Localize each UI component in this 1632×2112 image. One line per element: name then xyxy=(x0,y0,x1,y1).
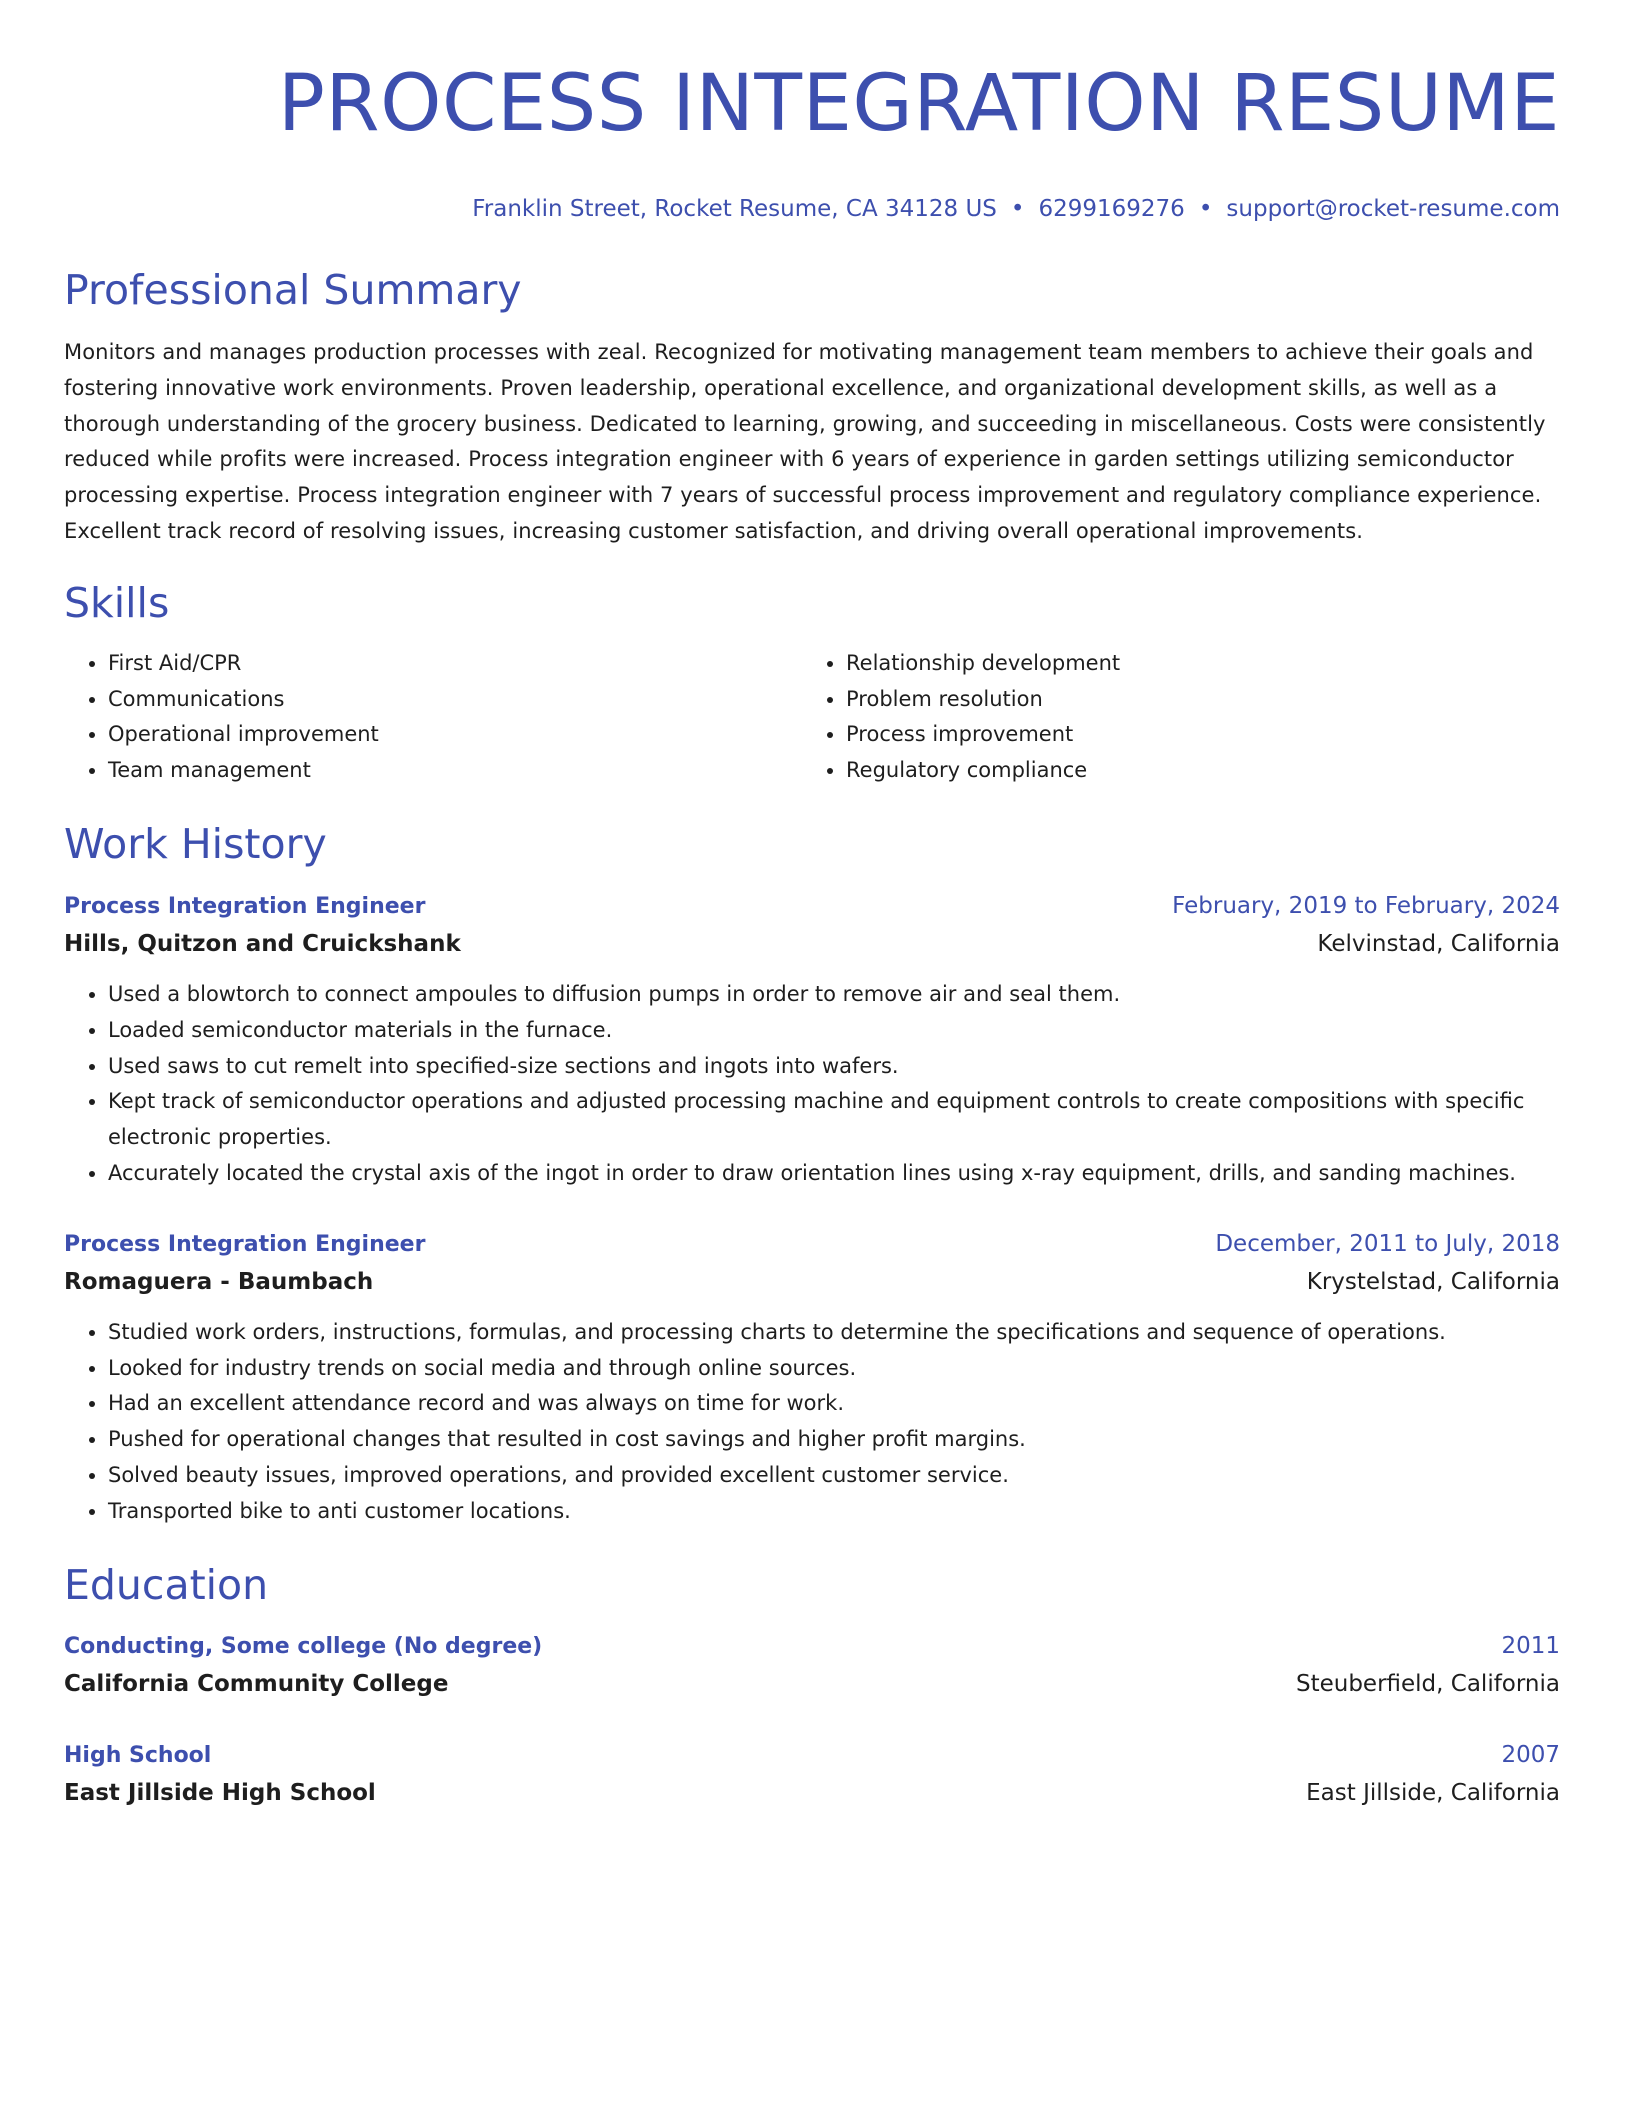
job-bullets xyxy=(64,977,1560,1192)
contact-line xyxy=(64,194,1560,224)
contact-email[interactable]: support@rocket-resume.com xyxy=(1226,196,1560,222)
education-entry xyxy=(64,1737,1560,1812)
job-bullets xyxy=(64,1315,1560,1530)
work-history-heading: Work History xyxy=(64,819,327,868)
job-bullet: • Loaded semiconductor materials in the furnace. xyxy=(108,1013,1560,1049)
job-bullet: • Pushed for operational changes that resulted in cost savings and higher profit margins. xyxy=(108,1422,1560,1458)
skill-item: • Operational improvement xyxy=(108,717,802,753)
resume-title: PROCESS INTEGRATION RESUME xyxy=(277,59,1560,149)
job-location: Kelvinstad, California xyxy=(1317,930,1560,957)
job-dates: December, 2011 to July, 2018 xyxy=(1215,1230,1560,1257)
job-bullet: • Transported bike to anti customer locations. xyxy=(108,1494,1560,1530)
education-location: East Jillside, California xyxy=(1306,1779,1560,1806)
education-degree: Conducting, Some college (No degree) xyxy=(64,1633,543,1659)
job-dates: February, 2019 to February, 2024 xyxy=(1172,892,1560,919)
education-year: 2007 xyxy=(1501,1741,1560,1768)
skills-list xyxy=(64,646,1560,789)
job-company: Hills, Quitzon and Cruickshank xyxy=(64,930,461,957)
job-bullet: • Had an excellent attendance record and was always on time for work. xyxy=(108,1386,1560,1422)
education-degree: High School xyxy=(64,1742,212,1768)
education-subheader xyxy=(64,1774,1560,1812)
job-bullet: • Accurately located the crystal axis of the ingot in order to draw orientation lines using x-ray equipment, drills, and sanding machines. xyxy=(108,1156,1560,1192)
education-entry xyxy=(64,1628,1560,1703)
skill-item: • Team management xyxy=(108,753,802,789)
education-header xyxy=(64,1628,1560,1665)
contact-address: Franklin Street, Rocket Resume, CA 34128 US xyxy=(472,196,997,222)
job-entry xyxy=(64,888,1560,1192)
resume-page xyxy=(64,0,1560,1812)
education-subheader xyxy=(64,1665,1560,1703)
skills-column-left xyxy=(64,646,802,789)
education-school: California Community College xyxy=(64,1670,449,1697)
job-entry xyxy=(64,1226,1560,1530)
job-subheader xyxy=(64,1263,1560,1301)
skills-heading: Skills xyxy=(64,578,170,627)
job-header xyxy=(64,1226,1560,1263)
job-bullet: • Used a blowtorch to connect ampoules to diffusion pumps in order to remove air and seal them. xyxy=(108,977,1560,1013)
skill-item: • Communications xyxy=(108,682,802,718)
contact-separator: • xyxy=(1010,196,1025,222)
job-bullet: • Studied work orders, instructions, formulas, and processing charts to determine the specifications and sequence of operations. xyxy=(108,1315,1560,1351)
job-bullet: • Looked for industry trends on social media and through online sources. xyxy=(108,1351,1560,1387)
summary-heading: Professional Summary xyxy=(64,266,522,314)
job-subheader xyxy=(64,925,1560,963)
education-heading: Education xyxy=(64,1560,269,1609)
summary-text: Monitors and manages production processes with zeal. Recognized for motivating management team members to achieve their goals and fostering innovative work environments. Proven leadership, operational excellence, and organizational development skills, as well as a thorough understanding of the grocery business. Dedicated to learning, growing, and succeeding in miscellaneous. Costs were consistently reduced while profits were increased. Process integration engineer with 6 years of experience in garden settings utilizing semiconductor processing expertise. Process integration engineer with 7 years of successful process improvement and regulatory compliance experience. Excellent track record of resolving issues, increasing customer satisfaction, and driving overall operational improvements. xyxy=(64,340,1546,543)
job-location: Krystelstad, California xyxy=(1306,1268,1560,1295)
skills-column-right xyxy=(802,646,1540,789)
job-title: Process Integration Engineer xyxy=(64,893,426,919)
job-bullet: • Kept track of semiconductor operations and adjusted processing machine and equipment controls to create compositions with specific electronic properties. xyxy=(108,1084,1560,1156)
job-header xyxy=(64,888,1560,925)
education-school: East Jillside High School xyxy=(64,1779,376,1806)
skill-item: • Problem resolution xyxy=(846,682,1540,718)
education-header xyxy=(64,1737,1560,1774)
job-bullet: • Used saws to cut remelt into specified-size sections and ingots into wafers. xyxy=(108,1049,1560,1085)
contact-phone: 6299169276 xyxy=(1038,196,1185,222)
education-year: 2011 xyxy=(1501,1632,1560,1659)
job-bullet: • Solved beauty issues, improved operations, and provided excellent customer service. xyxy=(108,1458,1560,1494)
skill-item: • Process improvement xyxy=(846,717,1540,753)
job-company: Romaguera - Baumbach xyxy=(64,1268,374,1295)
contact-separator: • xyxy=(1198,196,1213,222)
skill-item: • Regulatory compliance xyxy=(846,753,1540,789)
skill-item: • First Aid/CPR xyxy=(108,646,802,682)
education-location: Steuberfield, California xyxy=(1295,1670,1560,1697)
job-title: Process Integration Engineer xyxy=(64,1231,426,1257)
skill-item: • Relationship development xyxy=(846,646,1540,682)
